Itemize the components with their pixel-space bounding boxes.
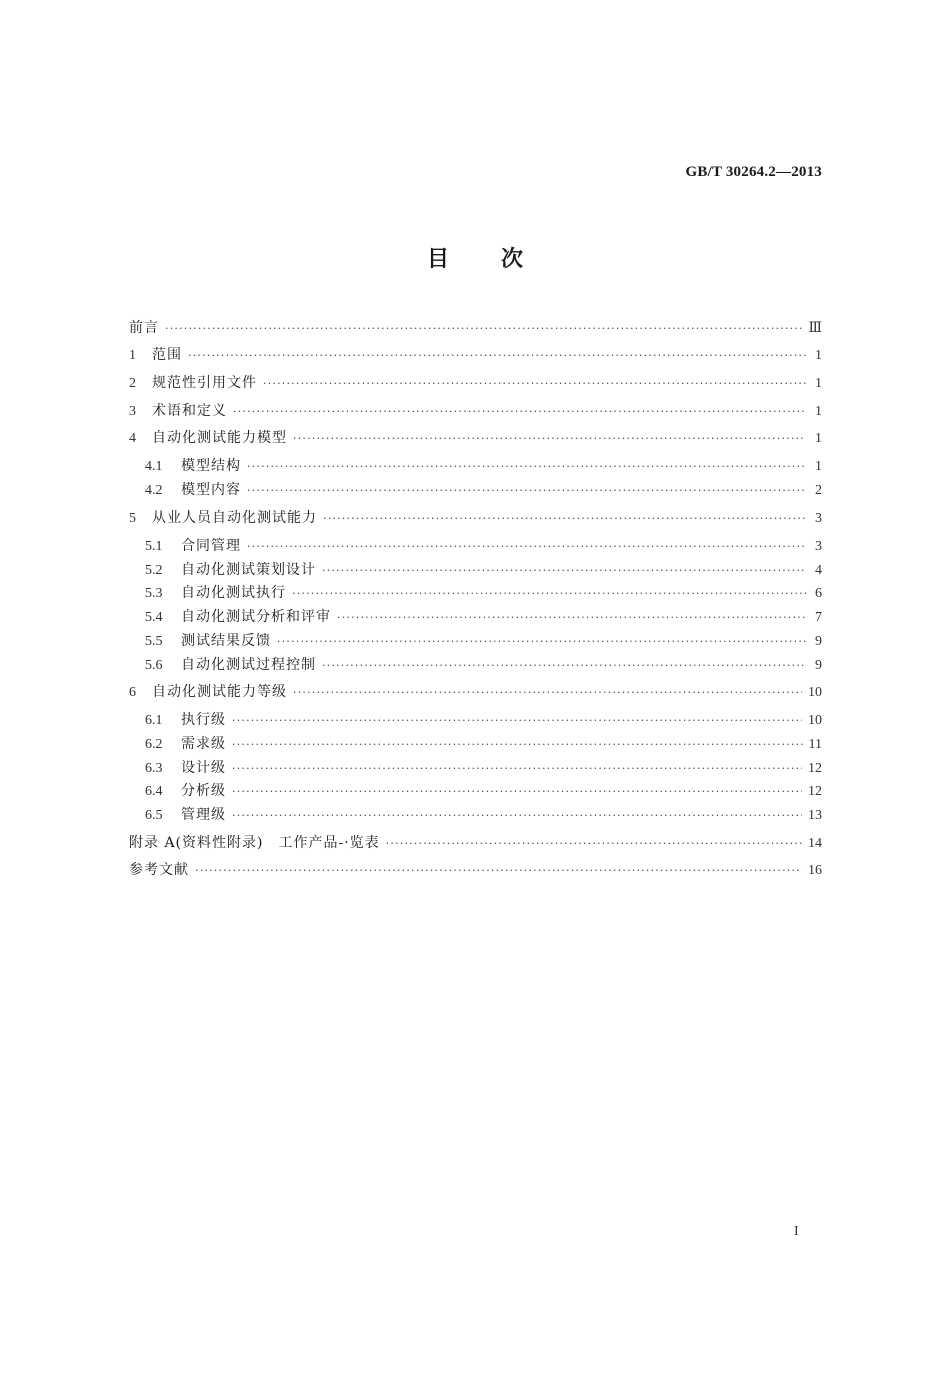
toc-entry-page: 12 — [808, 761, 822, 776]
toc-entry-number: 5.2 — [145, 563, 163, 578]
toc-entry-page: 3 — [815, 511, 822, 526]
toc-entry-page: 14 — [808, 836, 822, 851]
toc-entry-page: 10 — [808, 713, 822, 728]
toc-entry-page: 1 — [815, 431, 822, 446]
toc-dot-leader — [233, 402, 806, 422]
toc-dot-leader — [247, 481, 806, 501]
toc-entry-label: 从业人员自动化测试能力 — [152, 510, 317, 526]
toc-entry[interactable] — [145, 480, 822, 500]
toc-entry[interactable] — [129, 833, 822, 853]
toc-entry[interactable] — [129, 508, 822, 528]
toc-entry-number: 5.5 — [145, 634, 163, 649]
toc-entry-label: 设计级 — [181, 760, 226, 776]
toc-entry-page: 11 — [808, 737, 822, 752]
toc-dot-leader — [293, 429, 806, 449]
toc-entry[interactable] — [145, 607, 822, 627]
toc-dot-leader — [247, 457, 806, 477]
toc-entry-page: 1 — [815, 459, 822, 474]
toc-entry-label: 自动化测试能力模型 — [152, 430, 287, 446]
toc-entry[interactable] — [145, 781, 822, 801]
toc-entry-number: 4 — [129, 431, 136, 446]
toc-entry[interactable] — [145, 631, 822, 651]
toc-entry-page: 1 — [815, 404, 822, 419]
toc-dot-leader — [247, 537, 806, 557]
toc-entry-label: 合同管理 — [181, 538, 241, 554]
toc-entry-number: 1 — [129, 348, 136, 363]
toc-dot-leader — [277, 632, 806, 652]
toc-entry-page: 3 — [815, 539, 822, 554]
toc-dot-leader — [337, 608, 806, 628]
toc-entry-page: 6 — [815, 586, 822, 601]
toc-entry-page: 12 — [808, 784, 822, 799]
toc-entry-label: 前言 — [129, 320, 159, 336]
toc-entry[interactable] — [129, 318, 822, 338]
toc-entry-number: 6.5 — [145, 808, 163, 823]
toc-entry-number: 6 — [129, 685, 136, 700]
toc-entry-label: 自动化测试执行 — [181, 585, 286, 601]
toc-dot-leader — [232, 759, 802, 779]
toc-title-char-1: 目 — [426, 247, 449, 272]
toc-dot-leader — [322, 656, 806, 676]
toc-entry[interactable] — [145, 758, 822, 778]
toc-entry-label: 管理级 — [181, 807, 226, 823]
toc-dot-leader — [232, 735, 803, 755]
toc-entry-label: 范围 — [152, 347, 182, 363]
toc-entry-label: 分析级 — [181, 783, 226, 799]
standard-number: GB/T 30264.2—2013 — [685, 164, 822, 180]
toc-dot-leader — [188, 346, 806, 366]
toc-entry-number: 6.1 — [145, 713, 163, 728]
toc-dot-leader — [322, 561, 806, 581]
toc-dot-leader — [323, 509, 806, 529]
toc-entry-page: 13 — [808, 808, 822, 823]
toc-dot-leader — [232, 806, 802, 826]
toc-entry[interactable] — [129, 373, 822, 393]
toc-entry[interactable] — [145, 536, 822, 556]
toc-entry[interactable] — [145, 805, 822, 825]
toc-entry[interactable] — [145, 655, 822, 675]
toc-entry-page: 1 — [815, 348, 822, 363]
toc-entry-page: Ⅲ — [808, 321, 822, 336]
toc-entry[interactable] — [129, 345, 822, 365]
toc-entry-number: 5 — [129, 511, 136, 526]
toc-entry-page: 2 — [815, 483, 822, 498]
toc-entry[interactable] — [145, 583, 822, 603]
toc-entry-number: 4.2 — [145, 483, 163, 498]
toc-entry-page: 7 — [815, 610, 822, 625]
toc-dot-leader — [232, 711, 802, 731]
toc-entry-label: 测试结果反馈 — [181, 633, 271, 649]
toc-title-char-2: 次 — [501, 247, 524, 272]
toc-entry-label: 需求级 — [181, 736, 226, 752]
toc-entry-label: 模型结构 — [181, 458, 241, 474]
toc-entry-label: 附录 A(资料性附录) 工作产品-·览表 — [129, 835, 380, 851]
toc-title — [0, 242, 950, 273]
toc-entry-label: 自动化测试策划设计 — [181, 562, 316, 578]
toc-entry-label: 自动化测试分析和评审 — [181, 609, 331, 625]
toc-entry[interactable] — [145, 560, 822, 580]
toc-dot-leader — [263, 374, 806, 394]
toc-dot-leader — [195, 861, 802, 881]
toc-entry-label: 模型内容 — [181, 482, 241, 498]
page-number: I — [794, 1224, 799, 1239]
toc-entry-number: 5.3 — [145, 586, 163, 601]
toc-entry-page: 4 — [815, 563, 822, 578]
toc-entry[interactable] — [145, 710, 822, 730]
toc-entry[interactable] — [129, 860, 822, 880]
toc-entry[interactable] — [129, 428, 822, 448]
toc-entry-label: 规范性引用文件 — [152, 375, 257, 391]
toc-entry[interactable] — [145, 456, 822, 476]
toc-entry-label: 术语和定义 — [152, 403, 227, 419]
toc-entry-number: 3 — [129, 404, 136, 419]
toc-entry-number: 6.2 — [145, 737, 163, 752]
toc-dot-leader — [165, 319, 802, 339]
toc-entry-page: 1 — [815, 376, 822, 391]
toc-dot-leader — [292, 584, 806, 604]
toc-entry-page: 16 — [808, 863, 822, 878]
toc-entry-label: 参考文献 — [129, 862, 189, 878]
toc-entry-label: 自动化测试过程控制 — [181, 657, 316, 673]
toc-entry-page: 10 — [808, 685, 822, 700]
toc-entry-label: 执行级 — [181, 712, 226, 728]
toc-dot-leader — [232, 782, 802, 802]
toc-entry-number: 6.4 — [145, 784, 163, 799]
toc-entry-number: 5.1 — [145, 539, 163, 554]
toc-entry-number: 4.1 — [145, 459, 163, 474]
toc-entry[interactable] — [129, 401, 822, 421]
toc-dot-leader — [386, 834, 802, 854]
toc-entry[interactable] — [129, 682, 822, 702]
toc-entry-label: 自动化测试能力等级 — [152, 684, 287, 700]
toc-entry-number: 2 — [129, 376, 136, 391]
toc-entry[interactable] — [145, 734, 822, 754]
toc-entry-page: 9 — [815, 634, 822, 649]
toc-entry-number: 6.3 — [145, 761, 163, 776]
toc-entry-number: 5.6 — [145, 658, 163, 673]
toc-dot-leader — [293, 683, 802, 703]
toc-entry-page: 9 — [815, 658, 822, 673]
toc-entry-number: 5.4 — [145, 610, 163, 625]
